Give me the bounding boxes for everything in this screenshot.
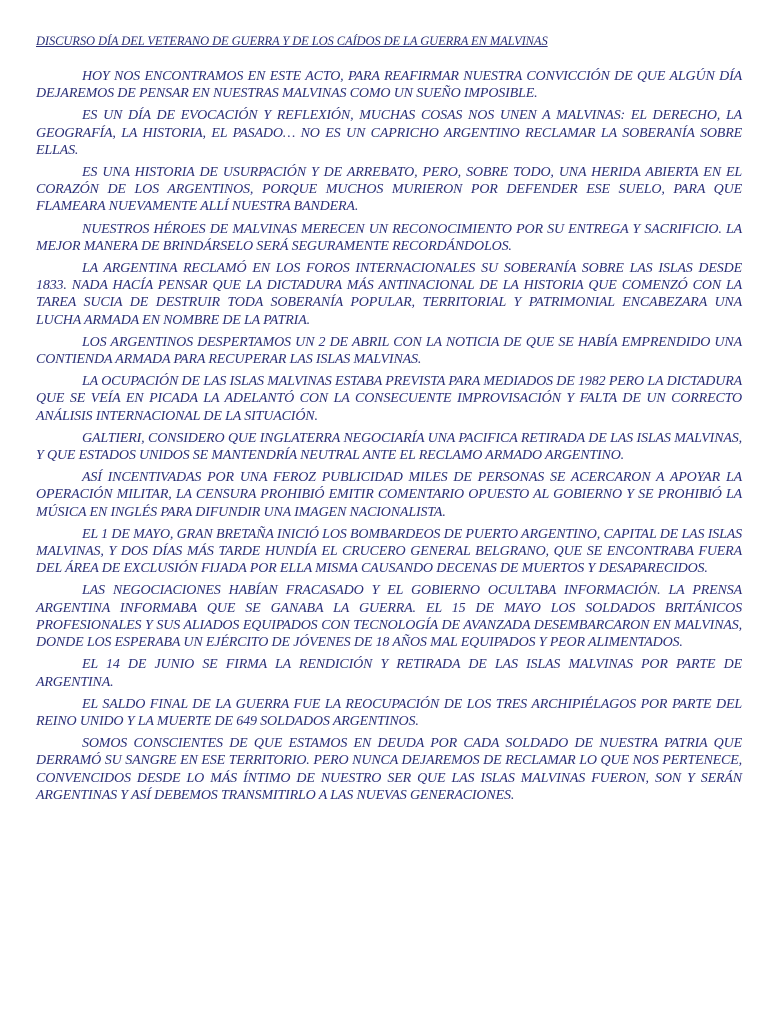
paragraph: EL 14 DE JUNIO SE FIRMA LA RENDICIÓN Y RETIRADA DE LAS ISLAS MALVINAS POR PARTE DE ARGENTINA. (36, 657, 742, 690)
paragraph: LAS NEGOCIACIONES HABÍAN FRACASADO Y EL GOBIERNO OCULTABA INFORMACIÓN. LA PRENSA ARGENTINA INFORMABA QUE SE GANABA LA GUERRA. EL 15 DE MAYO LOS SOLDADOS BRITÁNICOS PROFESIONALES Y SUS ALIADOS EQUIPADOS CON TECNOLOGÍA DE AVANZADA DESEMBARCARON EN MALVINAS, DONDE LOS ESPERABA UN EJÉRCITO DE JÓVENES DE 18 AÑOS MAL EQUIPADOS Y PEOR ALIMENTADOS. (36, 583, 742, 651)
paragraph: LA OCUPACIÓN DE LAS ISLAS MALVINAS ESTABA PREVISTA PARA MEDIADOS DE 1982 PERO LA DICTADURA QUE SE VEÍA EN PICADA LA ADELANTÓ CON LA CONSECUENTE IMPROVISACIÓN Y FALTA DE UN CORRECTO ANÁLISIS INTERNACIONAL DE LA SITUACIÓN. (36, 374, 742, 424)
paragraph: SOMOS CONSCIENTES DE QUE ESTAMOS EN DEUDA POR CADA SOLDADO DE NUESTRA PATRIA QUE DERRAMÓ SU SANGRE EN ESE TERRITORIO. PERO NUNCA DEJAREMOS DE RECLAMAR LO QUE NOS PERTENECE, CONVENCIDOS DESDE LO MÁS ÍNTIMO DE NUESTRO SER QUE LAS ISLAS MALVINAS FUERON, SON Y SERÁN ARGENTINAS Y ASÍ DEBEMOS TRANSMITIRLO A LAS NUEVAS GENERACIONES. (36, 736, 742, 803)
paragraph: NUESTROS HÉROES DE MALVINAS MERECEN UN RECONOCIMIENTO POR SU ENTREGA Y SACRIFICIO. LA MEJOR MANERA DE BRINDÁRSELO SERÁ SEGURAMENTE RECORDÁNDOLOS. (36, 221, 742, 254)
paragraph: EL SALDO FINAL DE LA GUERRA FUE LA REOCUPACIÓN DE LOS TRES ARCHIPIÉLAGOS POR PARTE DEL REINO UNIDO Y LA MUERTE DE 649 SOLDADOS ARGENTINOS. (36, 696, 742, 729)
paragraph: ES UNA HISTORIA DE USURPACIÓN Y DE ARREBATO, PERO, SOBRE TODO, UNA HERIDA ABIERTA EN EL CORAZÓN DE LOS ARGENTINOS, PORQUE MUCHOS MURIERON POR DEFENDER ESE SUELO, PARA QUE FLAMEARA NUEVAMENTE ALLÍ NUESTRA BANDERA. (36, 165, 742, 215)
paragraph: LA ARGENTINA RECLAMÓ EN LOS FOROS INTERNACIONALES SU SOBERANÍA SOBRE LAS ISLAS DESDE 1833. NADA HACÍA PENSAR QUE LA DICTADURA MÁS ANTINACIONAL DE LA HISTORIA QUE COMENZÓ CON LA TAREA SUCIA DE DESTRUIR TODA SOBERANÍA POPULAR, TERRITORIAL Y PATRIMONIAL ENCABEZARA UNA LUCHA ARMADA EN NOMBRE DE LA PATRIA. (36, 261, 742, 328)
paragraph: HOY NOS ENCONTRAMOS EN ESTE ACTO, PARA REAFIRMAR NUESTRA CONVICCIÓN DE QUE ALGÚN DÍA DEJAREMOS DE PENSAR EN NUESTRAS MALVINAS COMO UN SUEÑO IMPOSIBLE. (36, 69, 742, 102)
paragraph: LOS ARGENTINOS DESPERTAMOS UN 2 DE ABRIL CON LA NOTICIA DE QUE SE HABÍA EMPRENDIDO UNA CONTIENDA ARMADA PARA RECUPERAR LAS ISLAS MALVINAS. (36, 334, 742, 368)
paragraph: ASÍ INCENTIVADAS POR UNA FEROZ PUBLICIDAD MILES DE PERSONAS SE ACERCARON A APOYAR LA OPERACIÓN MILITAR, LA CENSURA PROHIBIÓ EMITIR COMENTARIO OPUESTO AL GOBIERNO Y SE PROHIBIÓ LA MÚSICA EN INGLÉS PARA DIFUNDIR UNA IMAGEN NACIONALISTA. (36, 470, 742, 520)
document-body (36, 68, 742, 804)
paragraph: EL 1 DE MAYO, GRAN BRETAÑA INICIÓ LOS BOMBARDEOS DE PUERTO ARGENTINO, CAPITAL DE LAS ISLAS MALVINAS, Y DOS DÍAS MÁS TARDE HUNDÍA EL CRUCERO GENERAL BELGRANO, QUE SE ENCONTRABA FUERA DEL ÁREA DE EXCLUSIÓN FIJADA POR ELLA MISMA CAUSANDO DECENAS DE MUERTOS Y DESAPARECIDOS. (36, 526, 742, 577)
document-title: DISCURSO DÍA DEL VETERANO DE GUERRA Y DE LOS CAÍDOS DE LA GUERRA EN MALVINAS (36, 34, 548, 48)
paragraph: GALTIERI, CONSIDERO QUE INGLATERRA NEGOCIARÍA UNA PACIFICA RETIRADA DE LAS ISLAS MALVINAS, Y QUE ESTADOS UNIDOS SE MANTENDRÍA NEUTRAL ANTE EL RECLAMO ARMADO ARGENTINO. (36, 430, 742, 464)
paragraph: ES UN DÍA DE EVOCACIÓN Y REFLEXIÓN, MUCHAS COSAS NOS UNEN A MALVINAS: EL DERECHO, LA GEOGRAFÍA, LA HISTORIA, EL PASADO… NO ES UN CAPRICHO ARGENTINO RECLAMAR LA SOBERANÍA SOBRE ELLAS. (36, 108, 742, 158)
